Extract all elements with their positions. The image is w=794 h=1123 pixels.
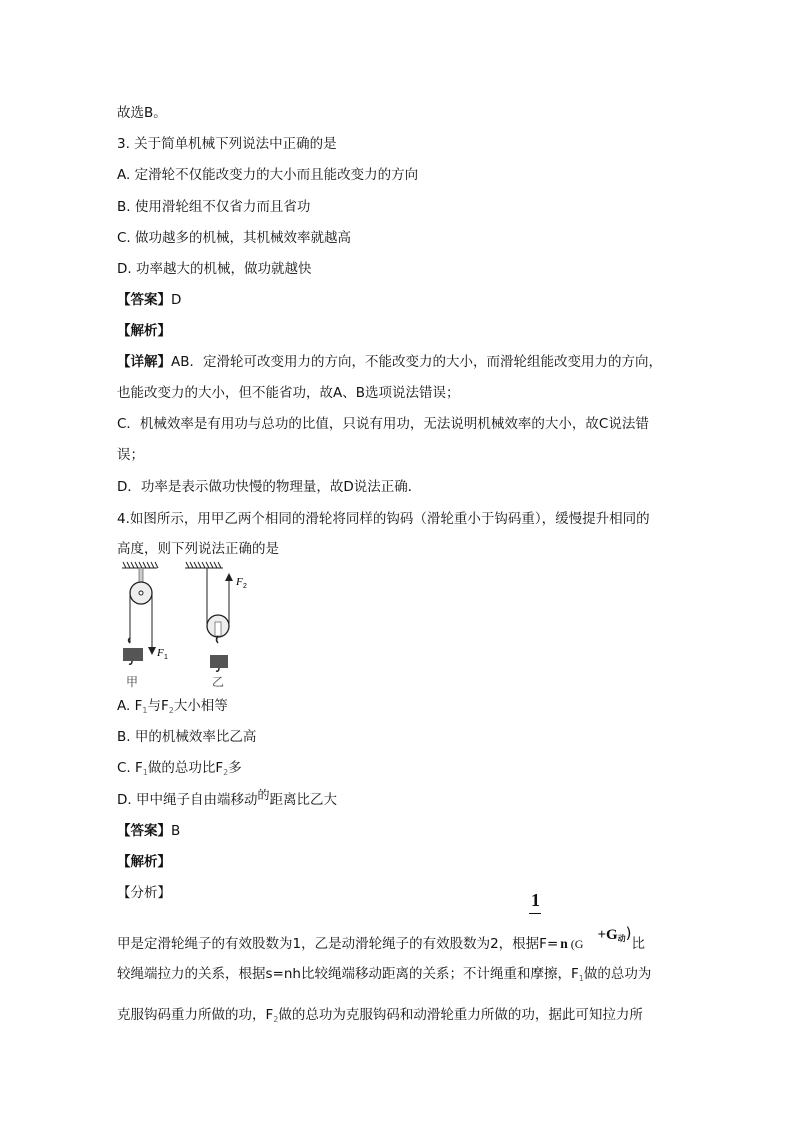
option-a <box>117 697 228 720</box>
detail-label: 【详解】 <box>117 354 171 370</box>
text: A. F <box>117 698 143 714</box>
analysis-line <box>117 965 651 988</box>
text: (G <box>570 937 584 951</box>
pulley-diagram <box>115 560 265 692</box>
option-b: B. 使用滑轮组不仅省力而且省功 <box>117 199 311 215</box>
option-d: D. 功率越大的机械，做功就越快 <box>117 261 312 277</box>
subscript: 1 <box>142 706 148 715</box>
text: 甲是定滑轮绳子的有效股数为1，乙是动滑轮绳子的有效股数为2，根据F= <box>117 936 559 952</box>
option-c: C. 做功越多的机械，其机械效率就越高 <box>117 230 352 246</box>
answer-4 <box>117 822 180 840</box>
text: 的 <box>257 788 270 802</box>
force-f2-subscript: 2 <box>243 583 247 590</box>
force-f1-label: F <box>157 647 164 659</box>
subscript: 动 <box>617 934 626 943</box>
answer-value: D <box>171 292 182 308</box>
analysis-sub-label: 【分析】 <box>117 885 171 901</box>
text: 做的总功比F <box>147 760 224 776</box>
question-4: 4.如图所示，用甲乙两个相同的滑轮将同样的钩码（滑轮重小于钩码重），缓慢提升相同的 <box>117 511 650 527</box>
question-4-cont: 高度，则下列说法正确的是 <box>117 541 279 557</box>
option-b: B. 甲的机械效率比乙高 <box>117 729 257 745</box>
analysis-line <box>117 924 646 955</box>
option-d <box>117 788 337 809</box>
subscript: 2 <box>223 768 229 777</box>
label-yi: 乙 <box>212 675 225 689</box>
option-a: A. 定滑轮不仅能改变力的大小而且能改变力的方向 <box>117 167 419 183</box>
force-f2-label: F <box>236 576 243 588</box>
label-jia: 甲 <box>126 675 139 689</box>
text: 比 <box>631 936 646 952</box>
text: 与F <box>147 698 169 714</box>
text: D. 甲中绳子自由端移动 <box>117 792 258 808</box>
detail-line: 也能改变力的大小，但不能省功，故A、B选项说法错误； <box>117 385 460 401</box>
subscript: 2 <box>168 706 174 715</box>
text: +G <box>597 927 618 943</box>
answer-label: 【答案】 <box>117 823 171 839</box>
text: 克服钩码重力所做的功，F <box>117 1007 274 1023</box>
analysis-label: 【解析】 <box>117 323 171 339</box>
answer-value: B <box>171 823 181 839</box>
detail-line: D．功率是表示做功快慢的物理量，故D说法正确． <box>117 479 422 495</box>
answer-3 <box>117 291 181 309</box>
fraction-numerator: 1 <box>531 890 540 910</box>
text: 多 <box>228 760 242 776</box>
detail-line <box>117 353 662 371</box>
option-c <box>117 759 242 782</box>
detail-line: 误； <box>117 447 144 463</box>
answer-label: 【答案】 <box>117 292 171 308</box>
subscript: 1 <box>578 974 584 983</box>
text-line: 故选B。 <box>117 105 167 121</box>
subscript: 2 <box>273 1015 279 1024</box>
question-3: 3. 关于简单机械下列说法中正确的是 <box>117 136 337 152</box>
force-f1-subscript: 1 <box>164 654 168 661</box>
fraction-denominator: n <box>560 936 568 951</box>
fraction-bar <box>529 913 541 914</box>
text: 较绳端拉力的关系，根据s=nh比较绳端移动距离的关系；不计绳重和摩擦，F <box>117 966 579 982</box>
analysis-line <box>117 1006 643 1029</box>
subscript: 1 <box>142 768 148 777</box>
text: 距离比乙大 <box>269 792 337 808</box>
text: 做的总功为 <box>583 966 652 982</box>
text: ) <box>625 924 632 942</box>
detail-line: C．机械效率是有用功与总功的比值，只说有用功，无法说明机械效率的大小，故C说法错 <box>117 416 649 432</box>
text: C. F <box>117 760 143 776</box>
text: 大小相等 <box>173 698 228 714</box>
detail-text: AB．定滑轮可改变用力的方向，不能改变力的大小，而滑轮组能改变用力的方向， <box>171 354 662 370</box>
analysis-label: 【解析】 <box>117 854 171 870</box>
text: 做的总功为克服钩码和动滑轮重力所做的功，据此可知拉力所 <box>278 1007 643 1023</box>
